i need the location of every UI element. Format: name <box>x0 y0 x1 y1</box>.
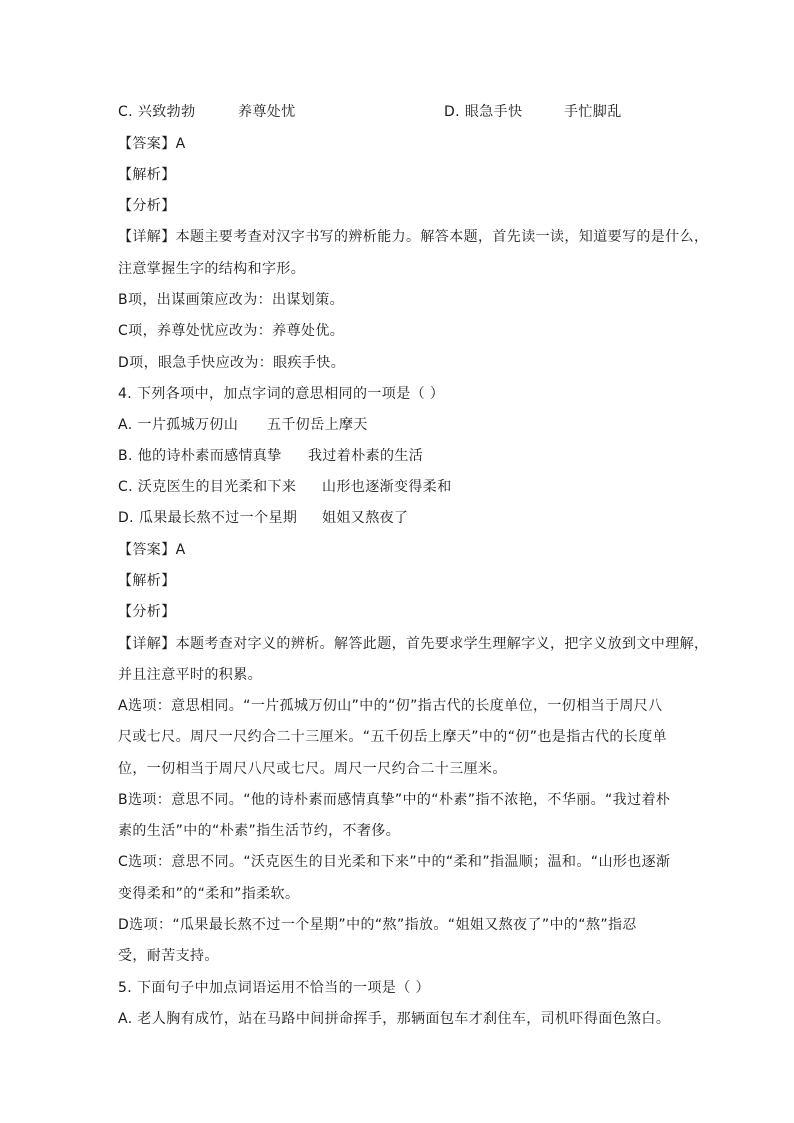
q3-option-c-word: 养尊处忧 <box>238 104 296 120</box>
q4-option-b-second: 我过着朴素的生活 <box>308 448 424 464</box>
q4-option-a-second: 五千仞岳上摩天 <box>267 417 368 433</box>
q3-option-d-word: 手忙脚乱 <box>564 104 622 120</box>
q4-detail-line-2: 并且注意平时的积累。 <box>118 667 262 683</box>
q3-fix-c: C项，养尊处忧应改为：养尊处优。 <box>118 323 345 339</box>
q4-detail-line-1: 【详解】本题考查对字义的辨析。解答此题，首先要求学生理解字义，把字义放到文中理解， <box>118 636 709 652</box>
q3-fenxi-heading: 【分析】 <box>118 198 176 214</box>
q4-jiexi-heading: 【解析】 <box>118 573 176 589</box>
q4-explain-c-line-1: C选项：意思不同。“沃克医生的目光柔和下来”中的“柔和”指温顺；温和。“山形也逐渐 <box>118 854 671 870</box>
q3-option-d-label: D. 眼急手快 <box>444 104 523 120</box>
q5-option-a: A. 老人胸有成竹，站在马路中间拼命挥手，那辆面包车才刹住车，司机吓得面色煞白。 <box>118 1011 671 1027</box>
q3-fix-b: B项，出谋画策应改为：出谋划策。 <box>118 292 345 308</box>
q3-detail-line-2: 注意掌握生字的结构和字形。 <box>118 261 306 277</box>
q3-answer: 【答案】A <box>118 136 186 152</box>
q4-explain-d-line-1: D选项：“瓜果最长熬不过一个星期”中的“熬”指放。“姐姐又熬夜了”中的“熬”指忍 <box>118 917 637 933</box>
q3-option-c-label: C. 兴致勃勃 <box>118 104 196 120</box>
q4-explain-d-line-2: 受，耐苦支持。 <box>118 948 219 964</box>
q4-explain-b-line-1: B选项：意思不同。“他的诗朴素而感情真挚”中的“朴素”指不浓艳，不华丽。“我过着朴 <box>118 792 671 808</box>
q4-stem: 4. 下列各项中，加点字词的意思相同的一项是（ ） <box>118 386 445 402</box>
q4-fenxi-heading: 【分析】 <box>118 604 176 620</box>
q4-option-a-label: A. 一片孤城万仞山 <box>118 417 239 433</box>
q4-option-d-second: 姐姐又熬夜了 <box>322 510 409 526</box>
q3-fix-d: D项，眼急手快应改为：眼疾手快。 <box>118 355 346 371</box>
q3-detail-line-1: 【详解】本题主要考查对汉字书写的辨析能力。解答本题，首先读一读，知道要写的是什么， <box>118 229 709 245</box>
q4-option-d-label: D. 瓜果最长熬不过一个星期 <box>118 510 298 526</box>
q4-explain-b-line-2: 素的生活”中的“朴素”指生活节约，不奢侈。 <box>118 823 401 839</box>
q4-explain-c-line-2: 变得柔和”的“柔和”指柔软。 <box>118 886 300 902</box>
q3-jiexi-heading: 【解析】 <box>118 167 176 183</box>
q4-option-c-label: C. 沃克医生的目光柔和下来 <box>118 479 297 495</box>
q4-explain-a-line-3: 位，一仞相当于周尺八尺或七尺。周尺一尺约合二十三厘米。 <box>118 761 507 777</box>
q5-stem: 5. 下面句子中加点词语运用不恰当的一项是（ ） <box>118 980 430 996</box>
q4-option-c-second: 山形也逐渐变得柔和 <box>322 479 452 495</box>
q4-explain-a-line-2: 尺或七尺。周尺一尺约合二十三厘米。“五千仞岳上摩天”中的“仞”也是指古代的长度单 <box>118 729 668 745</box>
q4-explain-a-line-1: A选项：意思相同。“一片孤城万仞山”中的“仞”指古代的长度单位，一仞相当于周尺八 <box>118 698 663 714</box>
q4-option-b-label: B. 他的诗朴素而感情真挚 <box>118 448 282 464</box>
q4-answer: 【答案】A <box>118 542 186 558</box>
